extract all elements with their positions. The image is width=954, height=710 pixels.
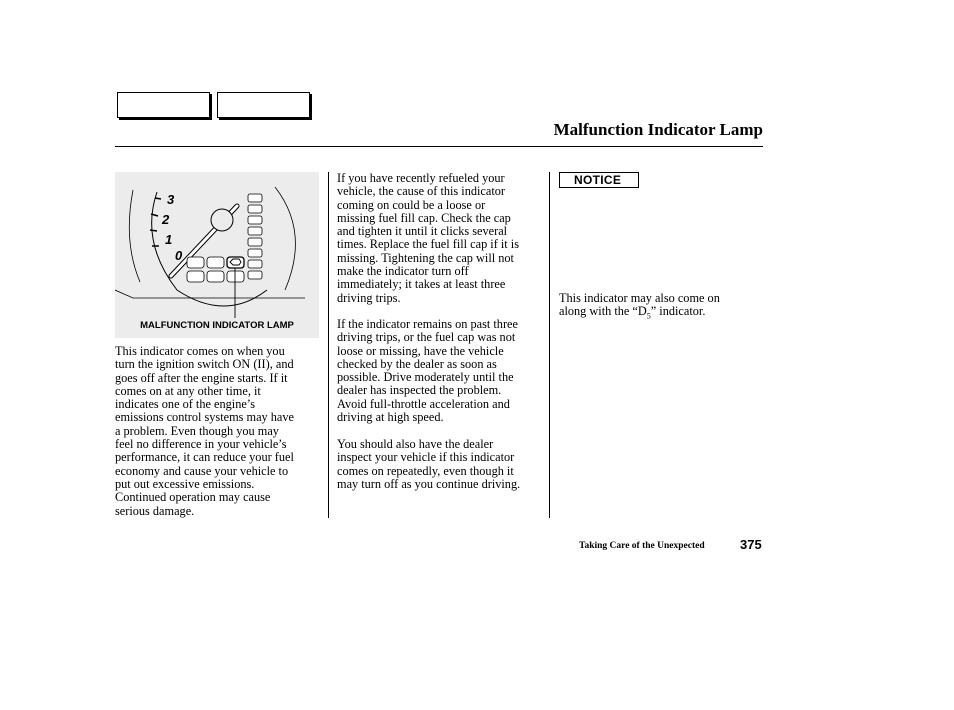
right-note-line1: This indicator may also come on: [559, 291, 720, 305]
gauge-number-1: 1: [165, 232, 173, 247]
gauge-number-3: 3: [167, 192, 175, 207]
nav-tab-box-2[interactable]: [217, 92, 310, 118]
middle-paragraph-3: You should also have the dealer inspect your vehicle if this indicator comes on repeatedly, even though it may turn off as you continue driving.: [337, 437, 521, 491]
notice-label: NOTICE: [559, 172, 639, 188]
dash-edge: [115, 290, 305, 298]
middle-paragraph-1: If you have recently refueled your vehicle, the cause of this indicator coming on could be a loose or missing fuel fill cap. Check the cap and tighten it until it clicks several times. Replace the fuel fill cap if it is missing. Tightening the cap will not make the indicator turn off immediately; it takes at least three driving trips.: [337, 171, 520, 305]
header-rule: [115, 146, 763, 147]
gauge-number-2: 2: [162, 212, 170, 227]
gauge-hub: [211, 209, 233, 231]
right-note-subscript: 5: [646, 311, 651, 321]
column-divider-2: [549, 172, 550, 518]
right-note-line2-pre: along with the “D: [559, 304, 647, 319]
nav-tab-box-1[interactable]: [117, 92, 210, 118]
right-note-line2-post: ” indicator.: [650, 304, 706, 319]
right-note: [559, 292, 759, 323]
gauge-number-0: 0: [175, 248, 183, 263]
figure-caption: MALFUNCTION INDICATOR LAMP: [140, 320, 294, 331]
right-arc: [275, 187, 295, 290]
left-paragraph: This indicator comes on when you turn the ignition switch ON (II), and goes off after the engine starts. If it comes on at any other time, it indicates one of the engine’s emissions control systems may have a problem. Even though you may feel no difference in your vehicle’s performance, it can reduce your fuel economy and cause your vehicle to put out excessive emissions. Continued operation may cause serious damage.: [115, 344, 294, 518]
page-number: 375: [740, 537, 762, 552]
left-arc: [129, 190, 140, 282]
indicator-stack: [248, 194, 262, 279]
footer-section-title: Taking Care of the Unexpected: [579, 541, 705, 551]
column-divider-1: [328, 172, 329, 518]
instrument-cluster-figure: [115, 172, 319, 338]
middle-paragraph-2: If the indicator remains on past three driving trips, or the fuel cap was not loose or missing, have the vehicle checked by the dealer as soon as possible. Drive moderately until the dealer has inspected the problem. Avoid full-throttle acceleration and driving at high speed.: [337, 317, 518, 425]
page-title: Malfunction Indicator Lamp: [553, 120, 763, 139]
gauge-illustration: [115, 172, 319, 338]
